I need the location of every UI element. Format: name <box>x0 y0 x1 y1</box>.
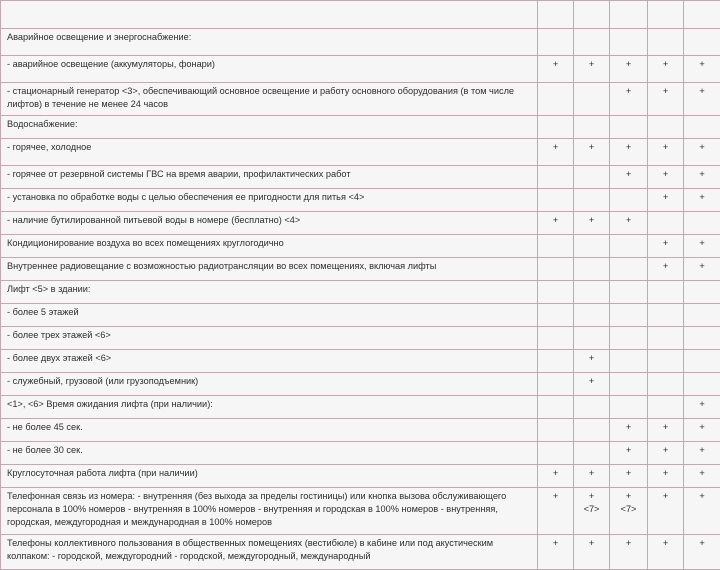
category-mark-cell: + <box>648 166 684 189</box>
category-mark-cell <box>684 212 720 235</box>
category-mark-cell <box>574 327 610 350</box>
category-mark-cell: + <box>574 350 610 373</box>
requirement-cell: Телефоны коллективного пользования в общественных помещениях (вестибюле) в кабине или под акустическим колпаком: - городской, междугородний - городской, междугородный, международный <box>1 535 538 570</box>
requirement-cell: <1>, <6> Время ожидания лифта (при наличии): <box>1 396 538 419</box>
category-mark-cell <box>538 396 574 419</box>
category-mark-cell <box>684 327 720 350</box>
table-row <box>1 56 720 83</box>
category-mark-cell: + <box>574 56 610 83</box>
category-mark-cell: + <box>648 465 684 488</box>
table-row <box>1 373 720 396</box>
category-mark-cell: + <box>610 166 648 189</box>
requirement-cell: Аварийное освещение и энергоснабжение: <box>1 29 538 56</box>
requirement-cell: - более трех этажей <6> <box>1 327 538 350</box>
table-row <box>1 83 720 116</box>
requirement-cell: - стационарный генератор <3>, обеспечивающий основное освещение и работу основного оборудования (в том числе лифтов) в течение не менее 24 часов <box>1 83 538 116</box>
category-mark-cell <box>538 327 574 350</box>
table-row <box>1 1 720 29</box>
category-mark-cell: + <box>684 235 720 258</box>
table-row <box>1 29 720 56</box>
category-mark-cell <box>538 116 574 139</box>
requirement-cell: Круглосуточная работа лифта (при наличии) <box>1 465 538 488</box>
category-mark-cell <box>538 304 574 327</box>
requirement-cell: - не более 30 сек. <box>1 442 538 465</box>
category-mark-cell: + <box>610 139 648 166</box>
category-mark-cell: + <box>538 535 574 570</box>
category-mark-cell: + <box>610 419 648 442</box>
category-mark-cell <box>574 235 610 258</box>
category-mark-cell: + <box>610 56 648 83</box>
category-mark-cell <box>610 1 648 29</box>
table-row <box>1 350 720 373</box>
category-mark-cell <box>610 235 648 258</box>
category-mark-cell <box>574 189 610 212</box>
category-mark-cell <box>684 350 720 373</box>
table-row <box>1 396 720 419</box>
category-mark-cell <box>648 327 684 350</box>
category-mark-cell <box>538 373 574 396</box>
category-mark-cell <box>648 396 684 419</box>
category-mark-cell: + <box>684 488 720 535</box>
category-mark-cell: + <box>538 465 574 488</box>
category-mark-cell <box>538 166 574 189</box>
category-mark-cell: + <box>684 189 720 212</box>
category-mark-cell <box>610 373 648 396</box>
category-mark-cell <box>610 281 648 304</box>
requirement-cell: Телефонная связь из номера: - внутренняя (без выхода за пределы гостиницы) или кнопка вызова обслуживающего персонала в 100% номеров - внутренняя в 100% номеров - внутренняя и городская в 100% номеров - внутренняя, городская, междугородная и международная в 100% номеров <box>1 488 538 535</box>
category-mark-cell: + <box>610 465 648 488</box>
table-row <box>1 488 720 535</box>
category-mark-cell: + <box>684 166 720 189</box>
category-mark-cell <box>648 212 684 235</box>
requirement-cell: Лифт <5> в здании: <box>1 281 538 304</box>
category-mark-cell <box>684 304 720 327</box>
requirement-cell: - установка по обработке воды с целью обеспечения ее пригодности для питья <4> <box>1 189 538 212</box>
category-mark-cell: + <box>648 258 684 281</box>
requirement-cell: - служебный, грузовой (или грузоподъемник) <box>1 373 538 396</box>
requirement-cell: - не более 45 сек. <box>1 419 538 442</box>
requirement-cell: - более 5 этажей <box>1 304 538 327</box>
category-mark-cell: + <box>574 212 610 235</box>
category-mark-cell: + <box>684 139 720 166</box>
category-mark-cell <box>574 281 610 304</box>
table-row <box>1 116 720 139</box>
category-mark-cell <box>574 442 610 465</box>
category-mark-cell: + <box>684 419 720 442</box>
category-mark-cell <box>574 116 610 139</box>
category-mark-cell: + <7> <box>574 488 610 535</box>
category-mark-cell: + <box>648 56 684 83</box>
category-mark-cell <box>538 350 574 373</box>
requirement-cell: - горячее, холодное <box>1 139 538 166</box>
category-mark-cell: + <box>648 442 684 465</box>
category-mark-cell: + <box>648 235 684 258</box>
category-mark-cell <box>648 350 684 373</box>
category-mark-cell <box>684 281 720 304</box>
requirement-cell: Кондиционирование воздуха во всех помещениях круглогодично <box>1 235 538 258</box>
category-mark-cell <box>574 419 610 442</box>
category-mark-cell <box>684 373 720 396</box>
table-row <box>1 419 720 442</box>
table-row <box>1 166 720 189</box>
category-mark-cell <box>538 1 574 29</box>
table-row <box>1 139 720 166</box>
table-row <box>1 465 720 488</box>
category-mark-cell <box>648 373 684 396</box>
category-mark-cell <box>610 116 648 139</box>
category-mark-cell: + <box>648 189 684 212</box>
category-mark-cell <box>538 442 574 465</box>
category-mark-cell <box>574 396 610 419</box>
category-mark-cell: + <7> <box>610 488 648 535</box>
category-mark-cell: + <box>574 465 610 488</box>
category-mark-cell <box>574 83 610 116</box>
table-row <box>1 258 720 281</box>
category-mark-cell: + <box>538 488 574 535</box>
category-mark-cell <box>610 258 648 281</box>
category-mark-cell <box>684 29 720 56</box>
requirement-cell <box>1 1 538 29</box>
category-mark-cell <box>574 1 610 29</box>
category-mark-cell <box>684 1 720 29</box>
category-mark-cell: + <box>574 139 610 166</box>
category-mark-cell <box>538 29 574 56</box>
category-mark-cell: + <box>610 212 648 235</box>
requirement-cell: - наличие бутилированной питьевой воды в номере (бесплатно) <4> <box>1 212 538 235</box>
category-mark-cell: + <box>684 396 720 419</box>
category-mark-cell: + <box>610 83 648 116</box>
requirements-table-body <box>1 1 720 570</box>
category-mark-cell <box>610 304 648 327</box>
category-mark-cell <box>610 327 648 350</box>
table-row <box>1 304 720 327</box>
category-mark-cell: + <box>574 535 610 570</box>
requirement-cell: Внутреннее радиовещание с возможностью радиотрансляции во всех помещениях, включая лифты <box>1 258 538 281</box>
category-mark-cell: + <box>648 83 684 116</box>
table-row <box>1 189 720 212</box>
category-mark-cell: + <box>610 442 648 465</box>
category-mark-cell <box>610 396 648 419</box>
category-mark-cell <box>648 116 684 139</box>
category-mark-cell <box>648 29 684 56</box>
category-mark-cell: + <box>684 535 720 570</box>
category-mark-cell: + <box>648 535 684 570</box>
category-mark-cell: + <box>684 83 720 116</box>
category-mark-cell: + <box>538 212 574 235</box>
category-mark-cell: + <box>684 442 720 465</box>
category-mark-cell <box>574 258 610 281</box>
category-mark-cell <box>610 189 648 212</box>
category-mark-cell <box>538 235 574 258</box>
category-mark-cell <box>574 166 610 189</box>
table-row <box>1 212 720 235</box>
category-mark-cell: + <box>610 535 648 570</box>
category-mark-cell: + <box>538 56 574 83</box>
category-mark-cell: + <box>684 56 720 83</box>
table-row <box>1 442 720 465</box>
category-mark-cell <box>574 29 610 56</box>
requirement-cell: - более двух этажей <6> <box>1 350 538 373</box>
category-mark-cell <box>648 281 684 304</box>
category-mark-cell <box>538 258 574 281</box>
category-mark-cell <box>610 350 648 373</box>
category-mark-cell: + <box>648 139 684 166</box>
category-mark-cell: + <box>684 465 720 488</box>
category-mark-cell: + <box>648 419 684 442</box>
table-row <box>1 327 720 350</box>
category-mark-cell <box>610 29 648 56</box>
category-mark-cell: + <box>538 139 574 166</box>
category-mark-cell <box>538 281 574 304</box>
category-mark-cell <box>648 1 684 29</box>
category-mark-cell: + <box>574 373 610 396</box>
table-row <box>1 235 720 258</box>
requirement-cell: - горячее от резервной системы ГВС на время аварии, профилактических работ <box>1 166 538 189</box>
category-mark-cell: + <box>648 488 684 535</box>
category-mark-cell <box>648 304 684 327</box>
category-mark-cell: + <box>684 258 720 281</box>
category-mark-cell <box>574 304 610 327</box>
category-mark-cell <box>538 189 574 212</box>
requirement-cell: Водоснабжение: <box>1 116 538 139</box>
category-mark-cell <box>684 116 720 139</box>
category-mark-cell <box>538 419 574 442</box>
table-row <box>1 281 720 304</box>
category-mark-cell <box>538 83 574 116</box>
requirement-cell: - аварийное освещение (аккумуляторы, фонари) <box>1 56 538 83</box>
